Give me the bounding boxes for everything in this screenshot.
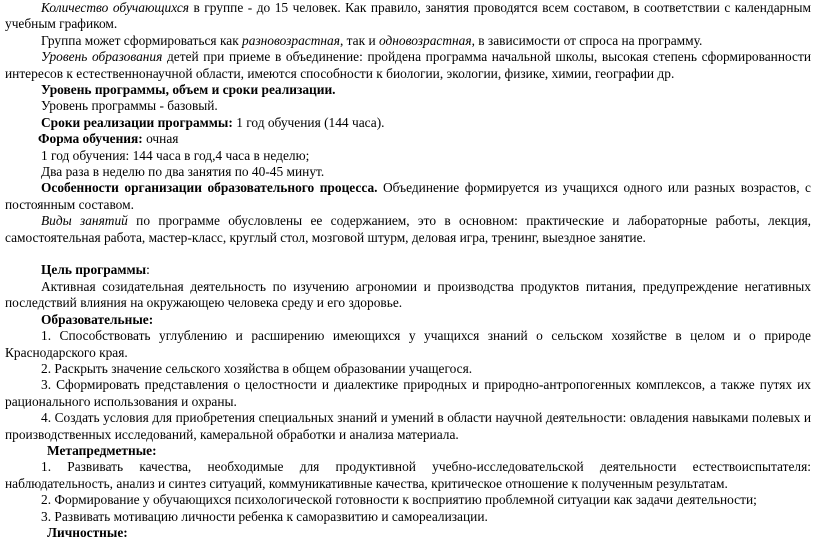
paragraph-group-type: Группа может сформироваться как разновозрастная, так и одновозрастная, в зависимости от спроса на программу. [41,32,703,48]
heading-goal: Цель программы: [41,262,150,278]
line-schedule: Два раза в неделю по два занятия по 40-45 минут. [41,164,325,180]
paragraph-kinds: Виды занятий по программе обусловлены ее содержанием, это в основном: практические и лабораторные работы, лекция, самостоятельная работа, мастер-класс, круглый стол, мозговой штурм, деловая игра, тренинг, выездное занятие. [5,213,812,245]
heading-educational: Образовательные: [41,311,154,327]
italic-term: Уровень образования [41,49,163,65]
line-term: Сроки реализации программы: 1 год обучения (144 часа). [41,114,385,130]
italic-term: Виды занятий [41,213,128,229]
document-page [5,0,811,541]
line-hours: 1 год обучения: 144 часа в год,4 часа в неделю; [41,147,310,163]
line-program-level: Уровень программы - базовый. [41,98,218,114]
list-item: 3. Сформировать представления о целостности и диалектике природных и природно-антропогенных комплексов, а также путях их рационального использования и охраны. [5,377,811,409]
list-item: 3. Развивать мотивацию личности ребенка к саморазвитию и самореализации. [41,508,488,524]
paragraph-goal: Активная созидательная деятельность по изучению агрономии и производства продуктов питания, предупреждение негативных последствий влияния на окружающею человека среду и его здоровье. [5,278,811,311]
italic-term: Количество обучающихся [41,0,189,15]
heading-program-level: Уровень программы, объем и сроки реализации. [41,82,336,98]
heading-personal: Личностные: [47,524,128,540]
heading-meta: Метапредметные: [47,442,157,458]
paragraph-education-level: Уровень образования детей при приеме в объединение: пройдена программа начальной школы, высокая степень сформированности интересов к естественнонаучной области, имеются способности к биологии, экологии, физике, химии, географии др. [5,49,811,81]
list-item: 1. Способствовать углублению и расширению имеющихся у учащихся знаний о сельском хозяйстве в целом и о природе Краснодарского края. [5,328,811,360]
list-item: 2. Раскрыть значение сельского хозяйства в общем образовании учащегося. [41,360,473,376]
line-form: Форма обучения: очная [38,131,179,147]
paragraph-group-size: Количество обучающихся в группе - до 15 человек. Как правило, занятия проводятся всем составом, в соответствии с календарным учебным графиком. [5,0,811,32]
list-item: 1. Развивать качества, необходимые для продуктивной учебно-исследовательской деятельности естествоиспытателя: наблюдательность, анализ и синтез ситуаций, коммуникативные качества, критическое отношение к полученным результатам. [5,459,811,491]
list-item: 4. Создать условия для приобретения специальных знаний и умений в области научной деятельности: овладения навыками полевых и производственных исследований, камеральной обработки и анализа материала. [5,410,811,442]
blank-line [5,246,811,262]
paragraph-features: Особенности организации образовательного процесса. Объединение формируется из учащихся одного или разных возрастов, с постоянным составом. [5,180,812,212]
list-item: 2. Формирование у обучающихся психологической готовности к восприятию проблемной ситуации как задачи деятельности; [41,492,757,508]
